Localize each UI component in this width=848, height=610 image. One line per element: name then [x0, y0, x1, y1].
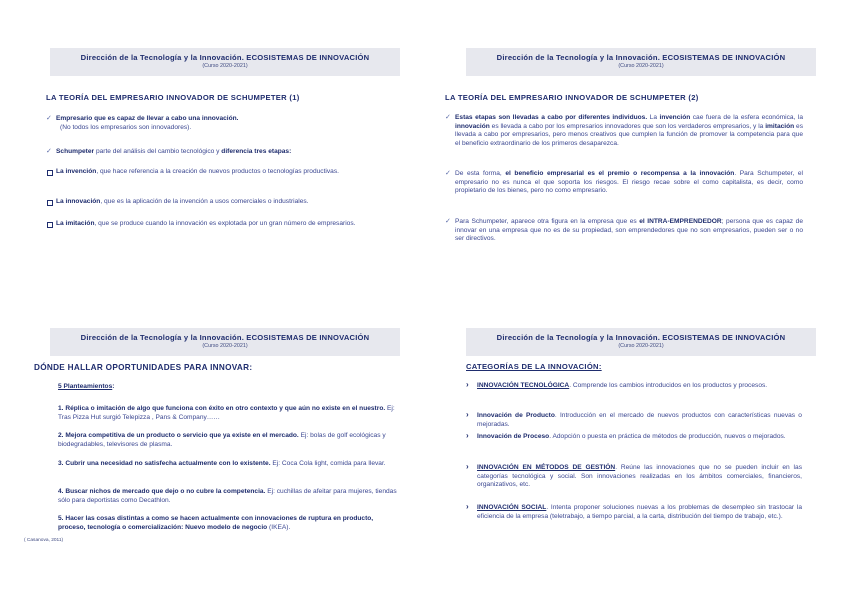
- item-text: es llevada a cabo por los empresarios innovadores que son los verdaderos empresarios, y la: [489, 122, 766, 130]
- item-text: (IKEA).: [267, 523, 291, 531]
- header-title: Dirección de la Tecnología y la Innovación. ECOSISTEMAS DE INNOVACIÓN: [496, 53, 786, 62]
- arrow-bullet-icon: ›: [466, 410, 469, 419]
- item-text: Ej: cuchillas de afeitar para mujeres, tiendas sólo para deportistas como Decathlon.: [58, 488, 397, 504]
- header-course: (Curso 2020-2021): [202, 63, 248, 69]
- list-item: [46, 148, 406, 157]
- category-name: INNOVACIÓN SOCIAL: [477, 504, 547, 511]
- subtitle: [58, 383, 114, 392]
- item-sub: (No todos los empresarios son innovadores).: [60, 123, 192, 131]
- slide-header: [50, 48, 400, 76]
- header-title: Dirección de la Tecnología y la Innovación. ECOSISTEMAS DE INNOVACIÓN: [496, 333, 786, 342]
- item-bold: Schumpeter: [56, 148, 95, 155]
- header-course: (Curso 2020-2021): [618, 343, 664, 349]
- check-icon: ✓: [46, 148, 52, 155]
- header-course: (Curso 2020-2021): [202, 343, 248, 349]
- slide-header: [466, 48, 816, 76]
- list-item: [466, 410, 802, 429]
- list-item: [58, 432, 398, 449]
- list-item: [56, 168, 388, 177]
- subtitle-text: 5 Planteamientos: [58, 383, 113, 390]
- item-bold: 5. Hacer las cosas distintas a como se hacen actualmente con innovaciones de ruptura en producto, proceso, tecnología o comercialización: Nuevo modelo de negocio: [58, 515, 374, 531]
- header-title: Dirección de la Tecnología y la Innovación. ECOSISTEMAS DE INNOVACIÓN: [80, 53, 370, 62]
- header-course: (Curso 2020-2021): [618, 63, 664, 69]
- arrow-bullet-icon: ›: [466, 462, 469, 471]
- category-text: . Adopción o puesta en práctica de métodos de producción, nuevos o mejorados.: [549, 433, 786, 440]
- item-text: cae fuera de la esfera económica, la: [690, 114, 803, 121]
- list-item: [466, 380, 802, 391]
- list-item: [58, 515, 398, 532]
- slide-title: LA TEORÍA DEL EMPRESARIO INNOVADOR DE SCHUMPETER (2): [445, 93, 699, 102]
- check-icon: ✓: [445, 170, 451, 177]
- item-bold: Estas etapas son llevadas a cabo por diferentes individuos.: [455, 114, 648, 121]
- category-text: . Introducción en el mercado de nuevos productos con características nuevas o mejoradas.: [477, 412, 802, 428]
- list-item: [445, 218, 803, 244]
- source-citation: ( Casanova, 2011): [24, 538, 64, 543]
- check-icon: ✓: [445, 114, 451, 121]
- category-text: . Comprende los cambios introducidos en los productos y procesos.: [569, 382, 768, 389]
- list-item: [466, 462, 802, 490]
- category-text: . Reúne las innovaciones que no se pueden incluir en las categorías tecnológica y social. Son innovaciones realizadas en los ámbitos comerciales, financieros, organizativos, etc.: [477, 464, 802, 489]
- list-item: [56, 198, 388, 207]
- item-bold: 4. Buscar nichos de mercado que dejo o no cubre la competencia.: [58, 488, 266, 495]
- item-bold: La invención: [56, 168, 97, 175]
- square-bullet-icon: [47, 200, 53, 206]
- list-item: [445, 170, 803, 196]
- item-bold: 2. Mejora competitiva de un producto o servicio que ya existe en el mercado.: [58, 432, 299, 439]
- category-text: . Intenta proponer soluciones nuevas a los problemas de desempleo sin trastocar la eficiencia de la empresa (teletrabajo, a tiempo parcial, a la carta, distribución del tiempo de trabajo, etc.).: [477, 504, 802, 520]
- slide-header: [466, 328, 816, 356]
- item-text: parte del análisis del cambio tecnológico y: [94, 148, 222, 155]
- item-bold: 1. Réplica o imitación de algo que funciona con éxito en otro contexto y que aún no existe en el nuestro.: [58, 405, 386, 412]
- item-text: La: [647, 114, 660, 121]
- square-bullet-icon: [47, 222, 53, 228]
- list-item: [58, 488, 398, 505]
- item-bold: innovación: [455, 122, 490, 130]
- item-text: , que se produce cuando la innovación es explotada por un gran número de empresarios.: [94, 220, 356, 227]
- slide-title: CATEGORÍAS DE LA INNOVACIÓN:: [466, 362, 602, 371]
- list-item: [56, 220, 388, 229]
- slide-title: DÓNDE HALLAR OPORTUNIDADES PARA INNOVAR:: [34, 363, 253, 372]
- item-text: . Para Schumpeter, el empresario no es nunca el que soporta los riesgos. El riesgo recae sobre el como capitalista, es decir, como propietario de los bienes, pero no como empresario.: [455, 170, 803, 195]
- item-bold: imitación: [765, 122, 795, 130]
- item-bold: La imitación: [56, 220, 95, 227]
- list-item: [46, 115, 406, 132]
- check-icon: ✓: [46, 115, 52, 122]
- arrow-bullet-icon: ›: [466, 380, 469, 389]
- list-item: [466, 431, 802, 442]
- item-bold: 3. Cubrir una necesidad no satisfecha actualmente con lo existente.: [58, 460, 271, 467]
- item-text: es llevada a cabo por empresarios, pero menos creativos que cumplen la función de promover la competencia para que el beneficio extraordinario de los primeros desaparezca.: [455, 122, 804, 147]
- category-name: INNOVACIÓN TECNOLÓGICA: [477, 382, 570, 389]
- square-bullet-icon: [47, 170, 53, 176]
- category-name: INNOVACIÓN EN MÉTODOS DE GESTIÓN: [477, 464, 616, 471]
- item-bold: el INTRA-EMPRENDEDOR: [639, 218, 722, 225]
- item-text: ; persona que es capaz de innovar en una empresa que no es de su propiedad, son emprendedores que no son empresarios, pueden ser o no ser directivos.: [455, 218, 803, 243]
- item-bold: diferencia tres etapas:: [221, 148, 292, 155]
- slide-opportunities: [22, 320, 422, 610]
- item-text: , que hace referencia a la creación de nuevos productos o tecnologías productivas.: [96, 168, 339, 175]
- list-item: [58, 460, 398, 469]
- check-icon: ✓: [445, 218, 451, 225]
- arrow-bullet-icon: ›: [466, 502, 469, 511]
- item-text: De esta forma,: [455, 170, 506, 177]
- slide-schumpeter-2: [438, 40, 838, 330]
- item-bold: Empresario que es capaz de llevar a cabo una innovación.: [56, 115, 239, 122]
- item-bold: invención: [659, 114, 691, 121]
- list-item: [445, 114, 804, 148]
- arrow-bullet-icon: ›: [466, 431, 469, 440]
- header-title: Dirección de la Tecnología y la Innovación. ECOSISTEMAS DE INNOVACIÓN: [80, 333, 370, 342]
- slide-title: LA TEORÍA DEL EMPRESARIO INNOVADOR DE SCHUMPETER (1): [46, 93, 300, 102]
- item-bold: La innovación: [56, 198, 101, 205]
- category-name: Innovación de Producto: [477, 412, 555, 419]
- item-text: Ej: Coca Cola light, comida para llevar.: [270, 460, 386, 467]
- slide-schumpeter-1: [22, 40, 422, 330]
- item-text: Ej: bolas de golf ecológicas y biodegradables, televisores de plasma.: [58, 432, 386, 448]
- category-name: Innovación de Proceso: [477, 433, 550, 440]
- subtitle-colon: :: [112, 383, 115, 390]
- slide-categories: [438, 320, 838, 610]
- item-text: , que es la aplicación de la invención a usos comerciales o industriales.: [100, 198, 309, 205]
- list-item: [466, 502, 802, 521]
- item-bold: el beneficio empresarial es el premio o recompensa a la innovación: [505, 170, 735, 177]
- item-text: Para Schumpeter, aparece otra figura en la empresa que es: [455, 218, 640, 225]
- list-item: [58, 405, 398, 422]
- item-text: Ej: Tras Pizza Hut surgió Telepizza , Pans & Company……: [58, 405, 395, 421]
- slide-header: [50, 328, 400, 356]
